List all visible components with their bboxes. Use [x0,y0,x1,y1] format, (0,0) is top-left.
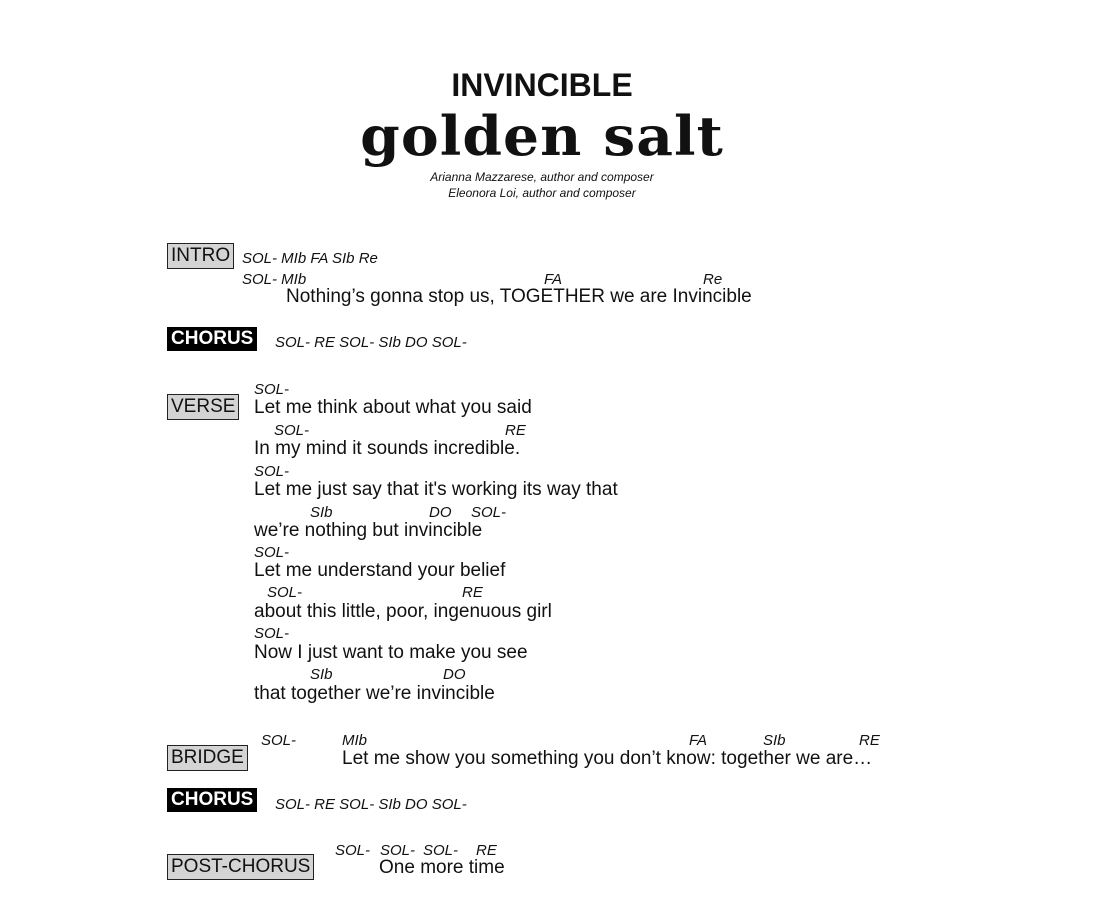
chord: RE [859,732,880,749]
chord: SOL- [254,544,290,561]
lyric-line: In my mind it sounds incredible. [254,438,521,459]
chord: SOL- [267,584,303,601]
chord: SIb [310,666,333,683]
chord: SOL- [380,842,416,859]
section-label-intro: INTRO [167,243,234,269]
chord: DO [429,504,452,521]
section-label-bridge: BRIDGE [167,745,248,771]
lyric-line: about this little, poor, ingenuous girl [254,601,552,622]
chord: SIb [310,504,333,521]
chord: SOL- [254,625,290,642]
chord: DO [443,666,466,683]
lyric-line: we’re nothing but invincible [254,520,483,541]
chord: SOL- MIb [242,271,307,288]
chord: SOL- [254,463,290,480]
lyric-line: Let me think about what you said [254,397,532,418]
song-title: INVINCIBLE [451,67,633,103]
chord: RE [476,842,497,859]
chord: RE [462,584,483,601]
chord: SOL- [471,504,507,521]
chord: FA [544,271,563,288]
chord: Re [703,271,723,288]
chord-progression: SOL- MIb FA SIb Re [242,250,378,267]
chord: SOL- [254,381,290,398]
chord: SIb [763,732,786,749]
chord: RE [505,422,526,439]
chord-progression: SOL- RE SOL- SIb DO SOL- [275,796,467,813]
lyric-line: One more time [379,857,505,878]
lyric-line: Nothing’s gonna stop us, TOGETHER we are Invincible [286,286,752,307]
section-label-verse: VERSE [167,394,239,420]
section-label-chorus: CHORUS [167,327,257,351]
lyric-line: Let me understand your belief [254,560,506,581]
author-credit: Arianna Mazzarese, author and composer [430,170,654,184]
section-label-chorus: CHORUS [167,788,257,812]
chord-progression: SOL- RE SOL- SIb DO SOL- [275,334,467,351]
chord: MIb [342,732,368,749]
lyric-line: Let me show you something you don’t know: together we are… [342,748,873,769]
lyric-line: Now I just want to make you see [254,642,528,663]
chord: SOL- [274,422,310,439]
section-label-post-chorus: POST-CHORUS [167,854,314,880]
author-credit: Eleonora Loi, author and composer [448,186,636,200]
lyric-line: Let me just say that it's working its way that [254,479,618,500]
chord: SOL- [261,732,297,749]
chord: FA [689,732,708,749]
band-logo: golden salt [360,104,724,168]
chord: SOL- [423,842,459,859]
chord: SOL- [335,842,371,859]
lyric-line: that together we’re invincible [254,683,495,704]
